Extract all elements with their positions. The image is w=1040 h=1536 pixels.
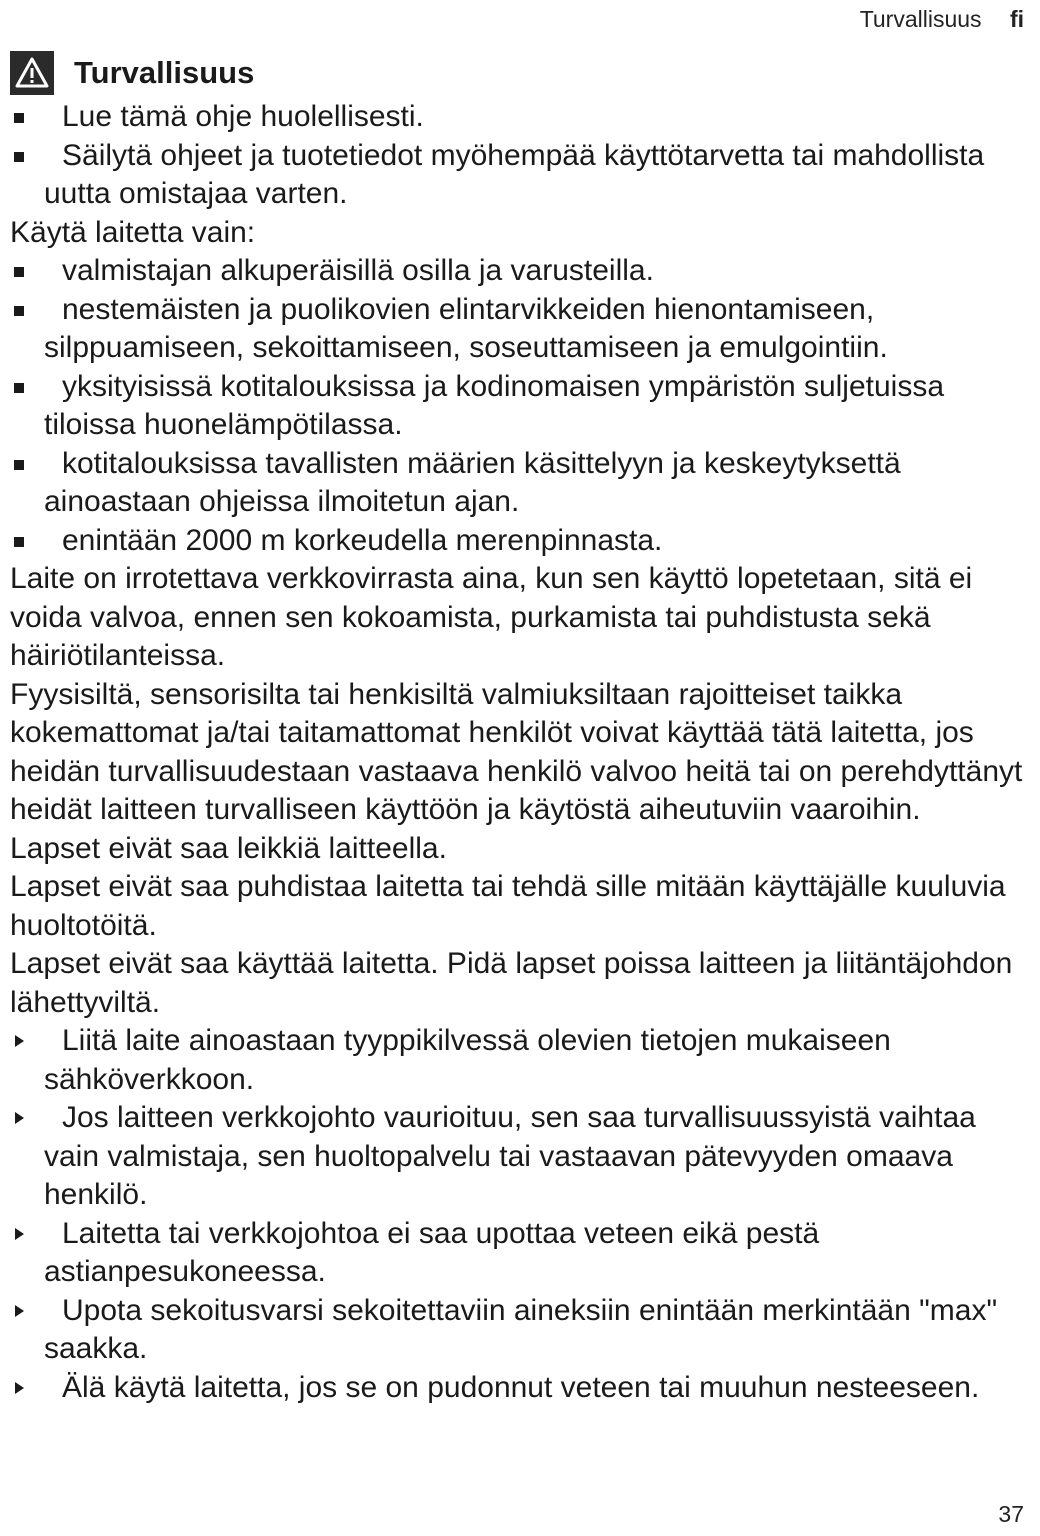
safety-section — [10, 48, 1032, 1407]
section-title: Turvallisuus — [74, 54, 255, 90]
list-item-text: valmistajan alkuperäisillä osilla ja varusteilla. — [62, 254, 654, 287]
list-item — [10, 137, 1032, 214]
instruction-item — [10, 1022, 1032, 1099]
paragraph: Lapset eivät saa puhdistaa laitetta tai tehdä sille mitään käyttäjälle kuuluvia huoltotöitä. — [10, 870, 1006, 942]
instruction-item — [10, 1215, 1032, 1292]
list-item — [10, 445, 1032, 522]
square-bullet-icon — [14, 113, 24, 123]
arrow-bullet-icon — [15, 1112, 24, 1124]
paragraph: Laite on irrotettava verkkovirrasta aina, kun sen käyttö lopetetaan, sitä ei voida valvoa, ennen sen kokoamista, purkamista tai puhdistusta sekä häiriötilanteissa. — [10, 562, 973, 672]
list-item — [10, 368, 1032, 445]
list-item — [10, 522, 1032, 561]
list-item-text: Säilytä ohjeet ja tuotetiedot myöhempää käyttötarvetta tai mahdollista uutta omistajaa varten. — [44, 138, 985, 210]
instruction-text: Laitetta tai verkkojohtoa ei saa upottaa veteen eikä pestä astianpesukoneessa. — [44, 1216, 820, 1288]
arrow-bullet-icon — [15, 1035, 24, 1047]
list-item — [10, 291, 1032, 368]
instruction-item — [10, 1099, 1032, 1215]
square-bullet-icon — [14, 537, 24, 547]
section-title-row — [10, 48, 1032, 98]
arrow-bullet-icon — [15, 1305, 24, 1317]
arrow-bullet-icon — [15, 1228, 24, 1240]
list-item-text: enintään 2000 m korkeudella merenpinnasta. — [62, 523, 663, 557]
square-bullet-icon — [14, 306, 24, 316]
header-section: Turvallisuus — [859, 6, 982, 32]
instruction-text: Jos laitteen verkkojohto vaurioituu, sen saa turvallisuussyistä vaihtaa vain valmistaja, sen huoltopalvelu tai vastaavan pätevyyden omaava henkilö. — [44, 1101, 976, 1211]
running-header — [860, 6, 1024, 33]
list-item — [10, 98, 1032, 137]
list-item-text: Lue tämä ohje huolellisesti. — [62, 100, 424, 133]
instruction-text: Liitä laite ainoastaan tyyppikilvessä olevien tietojen mukaiseen sähköverkkoon. — [44, 1024, 891, 1096]
list-item-text: kotitalouksissa tavallisten määrien käsittelyyn ja keskeytyksettä ainoastaan ohjeissa ilmoitetun ajan. — [44, 446, 901, 518]
usage-intro: Käytä laitetta vain: — [10, 215, 256, 249]
list-item-text: nestemäisten ja puolikovien elintarvikkeiden hienontamiseen, silppuamiseen, sekoittamiseen, soseuttamiseen ja emulgointiin. — [44, 292, 888, 364]
warning-triangle-icon — [10, 51, 54, 95]
square-bullet-icon — [14, 152, 24, 162]
instruction-text: Älä käytä laitetta, jos se on pudonnut veteen tai muuhun nesteeseen. — [62, 1370, 980, 1404]
square-bullet-icon — [14, 267, 24, 277]
paragraph: Lapset eivät saa leikkiä laitteella. — [10, 831, 447, 865]
page-number: 37 — [998, 1501, 1024, 1527]
instruction-item — [10, 1292, 1032, 1369]
list-item-text: yksityisissä kotitalouksissa ja kodinomaisen ympäristön suljetuissa tiloissa huonelämpötilassa. — [44, 369, 945, 441]
instruction-text: Upota sekoitusvarsi sekoitettaviin aineksiin enintään merkintään "max" saakka. — [44, 1293, 998, 1365]
arrow-bullet-icon — [15, 1382, 24, 1394]
paragraph: Lapset eivät saa käyttää laitetta. Pidä lapset poissa laitteen ja liitäntäjohdon lähettyviltä. — [10, 947, 1013, 1019]
paragraph: Fyysisiltä, sensorisilta tai henkisiltä valmiuksiltaan rajoitteiset taikka kokemattomat ja/tai taitamattomat henkilöt voivat käyttää tätä laitetta, jos heidän turvallisuudestaan vastaava henkilö valvoo heitä tai on perehdyttänyt heidät laitteen turvalliseen käyttöön ja käytöstä aiheutuviin vaaroihin. — [10, 677, 1023, 826]
square-bullet-icon — [14, 383, 24, 393]
instruction-item — [10, 1369, 1032, 1408]
list-item — [10, 252, 1032, 291]
header-language: fi — [1009, 6, 1024, 32]
square-bullet-icon — [14, 460, 24, 470]
